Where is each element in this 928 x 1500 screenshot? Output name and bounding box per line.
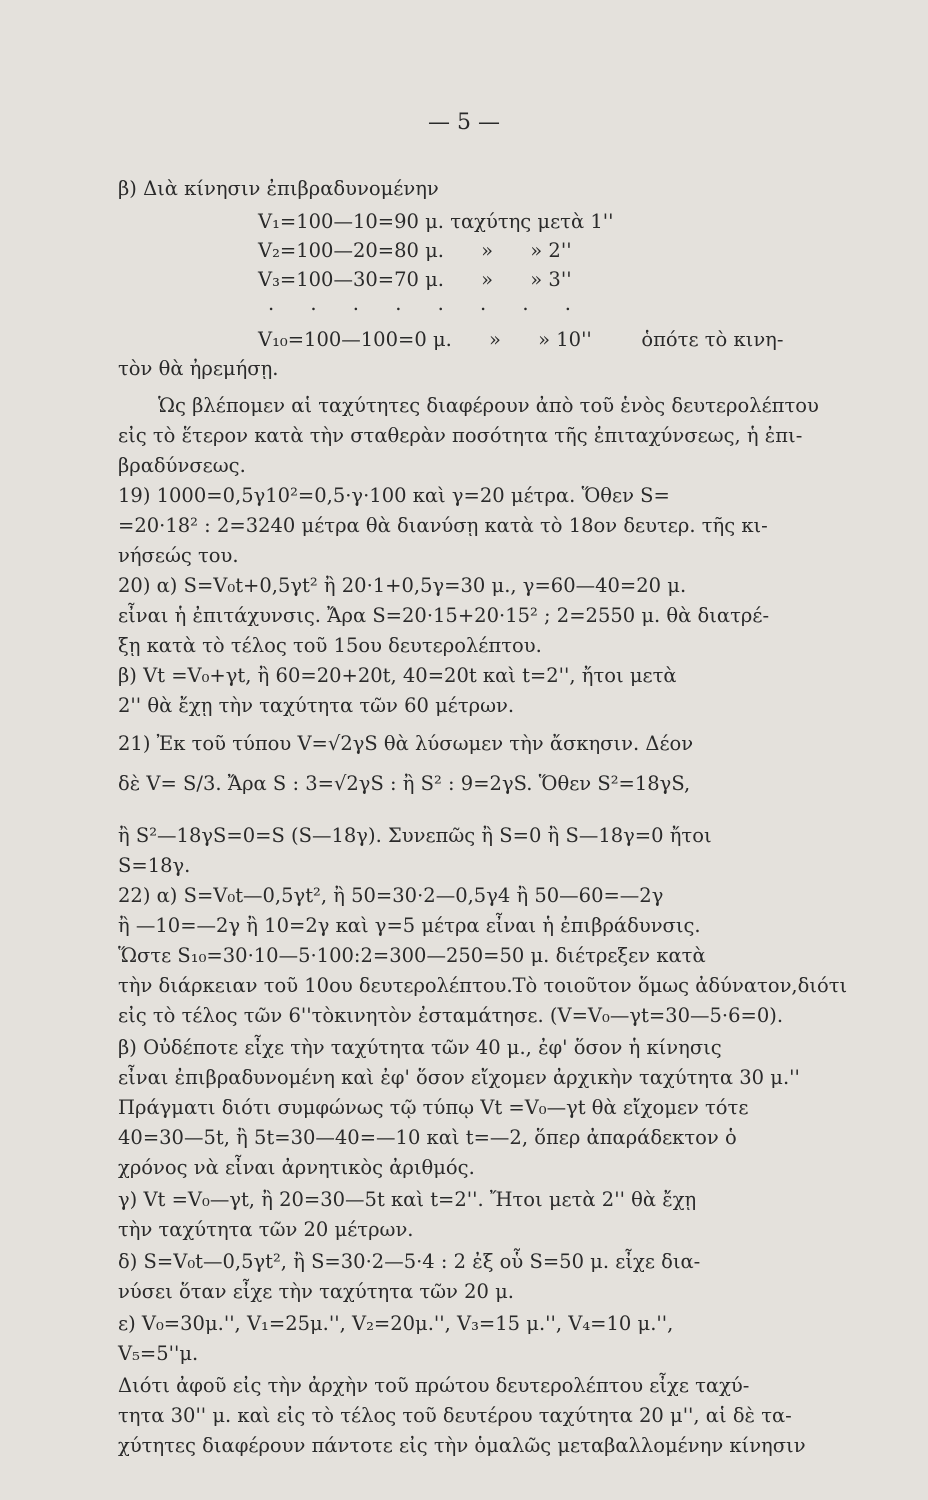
text-line: γ) Vt =V₀—γt, ἢ 20=30—5t καὶ t=2''. Ἤτοι μετὰ 2'' θὰ ἔχῃ: [118, 1188, 697, 1211]
text-line: 21) Ἐκ τοῦ τύπου V=√2γS θὰ λύσωμεν τὴν ἄσκησιν. Δέον: [118, 732, 694, 755]
text-line: ε) V₀=30μ.'', V₁=25μ.'', V₂=20μ.'', V₃=15 μ.'', V₄=10 μ.'',: [118, 1312, 674, 1335]
text-line: χρόνος νὰ εἶναι ἀρνητικὸς ἀριθμός.: [118, 1156, 475, 1179]
text-line: τὴν διάρκειαν τοῦ 10ου δευτερολέπτου.Τὸ τοιοῦτον ὅμως ἀδύνατον,διότι: [118, 974, 848, 997]
text-line: 22) α) S=V₀t—0,5γt², ἢ 50=30·2—0,5γ4 ἢ 50—60=—2γ: [118, 884, 664, 907]
text-line: τὴν ταχύτητα τῶν 20 μέτρων.: [118, 1218, 414, 1241]
text-line: ξῃ κατὰ τὸ τέλος τοῦ 15ου δευτερολέπτου.: [118, 634, 542, 657]
text-line: βραδύνσεως.: [118, 454, 246, 477]
text-line: V₂=100—20=80 μ. » » 2'': [258, 239, 572, 262]
text-line: εἰς τὸ τέλος τῶν 6''τὸκινητὸν ἐσταμάτησε. (V=V₀—γt=30—5·6=0).: [118, 1004, 784, 1027]
text-line: =20·18² : 2=3240 μέτρα θὰ διανύσῃ κατὰ τὸ 18ον δευτερ. τῆς κι-: [118, 514, 768, 537]
text-line: V₃=100—30=70 μ. » » 3'': [258, 268, 572, 291]
text-line: τὸν θὰ ἠρεμήσῃ.: [118, 357, 279, 380]
text-line: τητα 30'' μ. καὶ εἰς τὸ τέλος τοῦ δευτέρου ταχύτητα 20 μ'', αἱ δὲ τα-: [118, 1404, 792, 1427]
text-line: V₅=5''μ.: [118, 1342, 199, 1365]
text-line: S=18γ.: [118, 854, 191, 877]
text-line: εἰς τὸ ἕτερον κατὰ τὴν σταθερὰν ποσότητα τῆς ἐπιταχύνσεως, ἡ ἐπι-: [118, 424, 803, 447]
page-number: — 5 —: [428, 110, 500, 135]
text-line: β) Vt =V₀+γt, ἢ 60=20+20t, 40=20t καὶ t=2'', ἤτοι μετὰ: [118, 664, 677, 687]
text-line: ἢ —10=—2γ ἢ 10=2γ καὶ γ=5 μέτρα εἶναι ἡ ἐπιβράδυνσις.: [118, 914, 701, 937]
text-line: β) Οὐδέποτε εἶχε τὴν ταχύτητα τῶν 40 μ., ἐφ' ὅσον ἡ κίνησις: [118, 1036, 722, 1059]
text-line: χύτητες διαφέρουν πάντοτε εἰς τὴν ὁμαλῶς μεταβαλλομένην κίνησιν: [118, 1434, 806, 1457]
ellipsis-row: . . . . . . . .: [268, 292, 586, 315]
text-line: 20) α) S=V₀t+0,5γt² ἢ 20·1+0,5γ=30 μ., γ=60—40=20 μ.: [118, 574, 687, 597]
text-line: εἶναι ἐπιβραδυνομένη καὶ ἐφ' ὅσον εἴχομεν ἀρχικὴν ταχύτητα 30 μ.'': [118, 1066, 800, 1089]
text-line: εἶναι ἡ ἐπιτάχυνσις. Ἄρα S=20·15+20·15² ; 2=2550 μ. θὰ διατρέ-: [118, 604, 770, 627]
text-line: β) Διὰ κίνησιν ἐπιβραδυνομένην: [118, 177, 439, 200]
text-line: νήσεώς του.: [118, 544, 239, 567]
text-line: Διότι ἀφοῦ εἰς τὴν ἀρχὴν τοῦ πρώτου δευτερολέπτου εἶχε ταχύ-: [118, 1374, 750, 1397]
text-line: 40=30—5t, ἢ 5t=30—40=—10 καὶ t=—2, ὅπερ ἀπαράδεκτον ὁ: [118, 1126, 737, 1149]
text-line: δὲ V= S/3. Ἄρα S : 3=√2γS : ἢ S² : 9=2γS. Ὅθεν S²=18γS,: [118, 772, 691, 795]
text-line: Ὥστε S₁₀=30·10—5·100:2=300—250=50 μ. διέτρεξεν κατὰ: [118, 944, 706, 967]
text-line: Πράγματι διότι συμφώνως τῷ τύπῳ Vt =V₀—γt θὰ εἴχομεν τότε: [118, 1096, 749, 1119]
text-line: 2'' θὰ ἔχῃ τὴν ταχύτητα τῶν 60 μέτρων.: [118, 694, 515, 717]
text-line: 19) 1000=0,5γ10²=0,5·γ·100 καὶ γ=20 μέτρα. Ὅθεν S=: [118, 484, 670, 507]
text-line: V₁=100—10=90 μ. ταχύτης μετὰ 1'': [258, 210, 614, 233]
text-line: δ) S=V₀t—0,5γt², ἢ S=30·2—5·4 : 2 ἐξ οὗ S=50 μ. εἶχε δια-: [118, 1250, 701, 1273]
text-line: ἢ S²—18γS=0=S (S—18γ). Συνεπῶς ἢ S=0 ἢ S—18γ=0 ἤτοι: [118, 824, 712, 847]
text-line: Ὡς βλέπομεν αἱ ταχύτητες διαφέρουν ἀπὸ τοῦ ἑνὸς δευτερολέπτου: [158, 394, 819, 417]
text-line: V₁₀=100—100=0 μ. » » 10'' ὁπότε τὸ κινη-: [258, 328, 784, 351]
text-line: νύσει ὅταν εἶχε τὴν ταχύτητα τῶν 20 μ.: [118, 1280, 514, 1303]
